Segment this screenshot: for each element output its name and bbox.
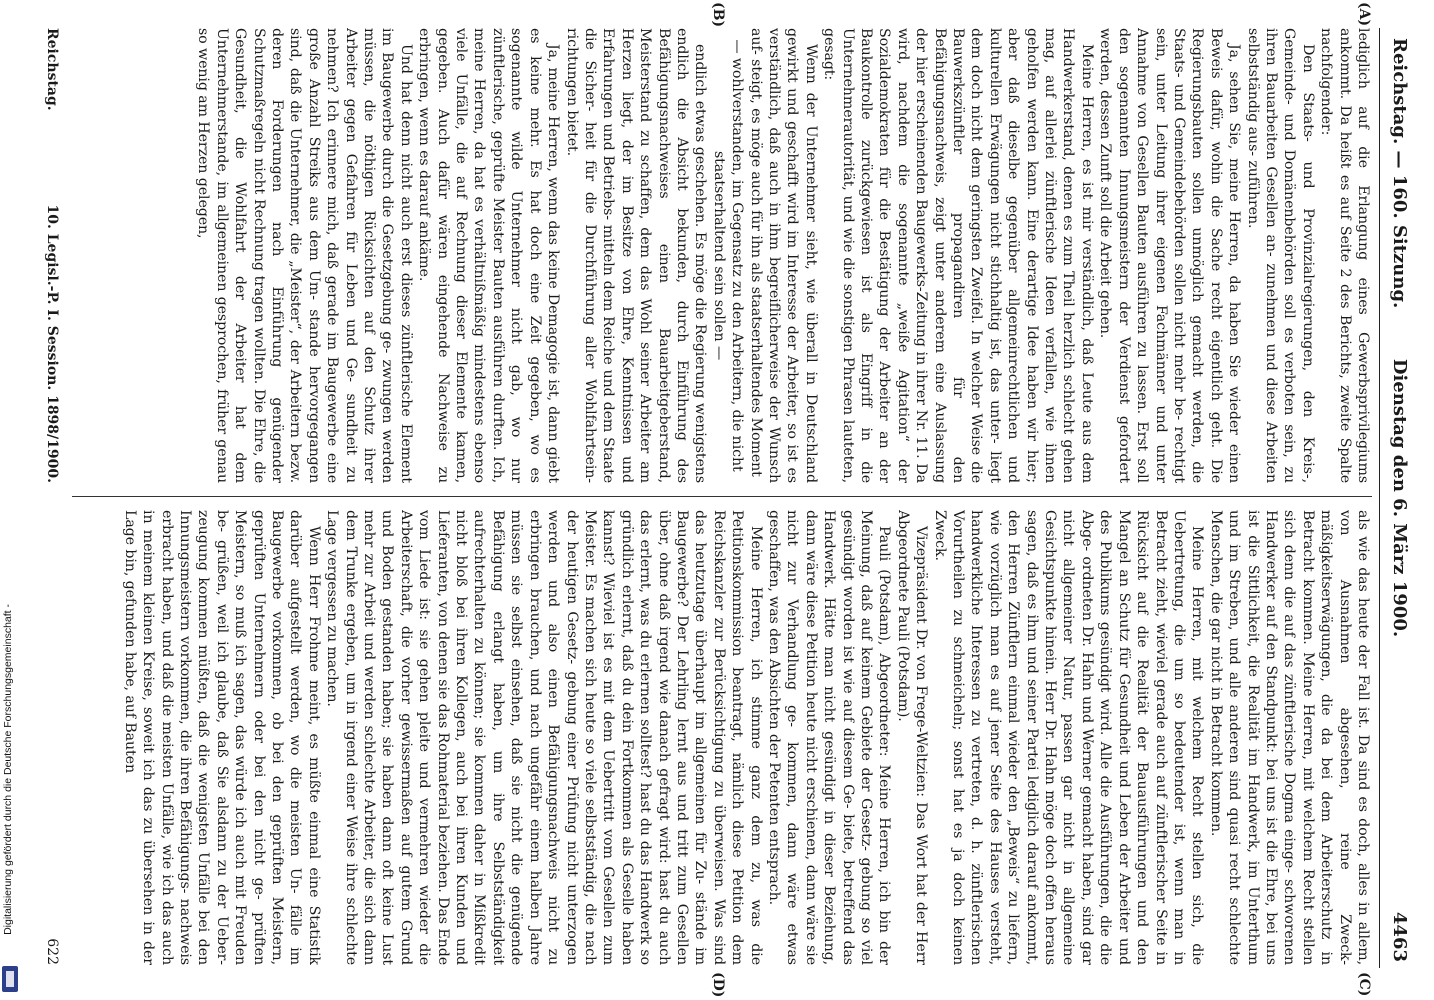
- paragraph: Meine Herren, mit welchem Recht stellen sich, die Uebertretung, die um so bedeutender ist, wenn man in Betracht zieht, wieviel gerade auch auf zünftlerischer Seite in Rücksicht auf die Realität der Bauausführungen und den Mangel an Schutz für Gesundheit und Leben der Arbeiter und des Publikums gesündigt wird. Alle die Ausführungen, die die Abge- ordneten Dr. Hahn und Werner gemacht haben, sind gar nicht allgemeiner Natur, passen gar nicht in allgemeine Gesichtspunkte hinein. Herr Dr. Hahn möge doch offen heraus sagen, daß es ihm und seiner Partei lediglich darauf ankommt, den Herren Zünftlern einmal wieder den „Beweis“ zu liefern, wie vorzüglich man es auf jener Seite des Hauses versteht, handwerkliche Interessen zu vertreten, d. h. zünftlerischen Vorurtheilen zu schmeicheln; sonst hat es ja doch keinen Zweck.: [931, 510, 1206, 965]
- margin-marker-b: (B): [710, 2, 726, 28]
- footer-right: 622: [44, 938, 60, 965]
- footer-session: 10. Legisl.-P. I. Session. 1898/1900.: [44, 204, 60, 483]
- running-header: [1382, 28, 1416, 968]
- paragraph: Ja, meine Herren, wenn das keine Demagogie ist, dann giebt es keine mehr. Es hat doch eine Zeit gegeben, wo es sogenannte wilde Unternehmer nicht gab, wo nur zünftlerische, geprüfte Meister Bauten ausführen durften. Ich, meine Herren, da hat es verhältnißmäßig mindestens ebenso viele Unfälle, die auf Rechnung dieser Elemente kamen, gegeben. Auch dafür wären eingehende Nachweise zu erbringen, wenn es darauf ankäme.: [416, 28, 562, 483]
- right-column: [72, 510, 1372, 965]
- page-content: [36, 2, 1416, 998]
- quote-paragraph: Wenn der Unternehmer sieht, wie überall in Deutschland gewirkt und geschafft wird im Interesse der Arbeiter, so ist es verständlich, daß auch in ihm begreiflicherweise der Wunsch auf- steigt, es möge auch für ihn als staatserhaltendes Moment: [747, 28, 819, 483]
- page-number: 4463: [1389, 911, 1410, 962]
- header-rule: [1379, 28, 1380, 968]
- header-date: Dienstag den 6. März 1900.: [1389, 358, 1410, 638]
- paragraph: Meine Herren, ich stimme ganz dem zu, was die Petitionskommission beantragt, nämlich diese Petition dem Reichskanzler zur Berücksichtigung zu überweisen. Was sind das heutzutage überhaupt im allgemeinen für Zu- stände im Baugewerbe? Der Lehrling lernt aus und tritt zum Gesellen über, ohne daß irgend wie danach gefragt wird: hast du auch das erlernt, was du erlernen solltest? hast du das Handwerk so gründlich erlernt, daß du dein Fortkommen als Geselle haben kannst? Wieviel ist es mit dem Uebertritt vom Gesellen zum Meister. Es machen sich heute so viele selbstständig, die nach der heutigen Gesetz- gebung einer Prüfung nicht unterzogen werden und also einen Befähigungsnachweis nicht zu erbringen brauchen, und nach ungefähr einem halben Jahre müssen sie selbst einsehen, daß sie nicht die genügende Befähigung erlangt haben, um ihre Selbstständigkeit aufrechterhalten zu können; sie kommen daher in Mißkredit nicht bloß bei ihren Kollegen, auch bei ihren Kunden und Lieferanten, von denen sie das Rohmaterial beziehen. Das Ende vom Liede ist: sie gehen pleite und vermehren wieder die Arbeiterschaft, die vorher gewissermaßen auf gutem Grund und Boden gestanden haben; sie haben dann oft keine Lust mehr zur Arbeit und werden schlechte Arbeiter, die sich dann dem Trunke ergeben, um in irgend einer Weise ihre schlechte Lage vergessen zu machen.: [324, 510, 764, 965]
- footer-left: [44, 28, 60, 483]
- quote-paragraph: endlich etwas geschehen. Es möge die Regierung wenigstens endlich die Absicht bekunden, durch Einführung des Befähigungsnachweises einen Bauarbeitgeberstand, Meisterstand zu schaffen, dem das Wohl seiner Arbeiter am Herzen liegt, der im Besitze von Ehre, Kenntnissen und Erfahrungen und Betriebs- mitteln dem Reiche und dem Staate die Sicher- heit für die Durchführung aller Wohlfahrtsein- richtungen bietet.: [563, 28, 709, 483]
- quote-paragraph: Den Staats- und Provinzialregierungen, den Kreis-, Gemeinde- und Domänenbehörden soll es verboten sein, zu ihren Bauarbeiten Gesellen an- zunehmen und diese Arbeiten selbstständig aus- zuführen.: [1244, 28, 1316, 483]
- speaker-paragraph: Pauli (Potsdam), Abgeordneter: Meine Herren, ich bin der Meinung, daß auf keinem Gebiete der Gesetz- gebung so viel gesündigt worden ist wie auf diesem Ge- biete, betreffend das Handwerk. Hätte man nicht gesündigt in dieser Beziehung, dann wäre diese Petition heute nicht erschienen, dann wäre sie nicht zur Verhandlung ge- kommen, dann wäre etwas geschaffen, was den Absichten der Petenten entsprach.: [766, 510, 893, 965]
- paragraph: Ja, sehen Sie, meine Herren, da haben Sie wieder einen Beweis dafür, wohin die Sache recht eigentlich geht. Die Regierungsbauten sollen unmöglich gemacht werden, die Staats- und Gemeindebehörden sollen nicht mehr be- rechtigt sein, unter Leitung ihrer eigenen Fachmänner und unter Annahme von Gesellen Bauten ausführen zu lassen. Erst soll den sogenannten Innungsmeistern der Verdienst gefordert werden, dessen Zunft soll die Arbeit gehen.: [1097, 28, 1243, 483]
- interjection: — wohlverstanden, im Gegensatz zu den Arbeitern, die nicht staatserhaltend sein sollen —: [710, 39, 746, 472]
- dfg-logo-icon: [2, 966, 18, 992]
- left-column: [72, 28, 1372, 483]
- footer-label: Reichstag.: [44, 28, 60, 111]
- speaker-paragraph: Vizepräsident Dr. von Frege-Weltzien: Das Wort hat der Herr Abgeordnete Pauli (Potsdam).: [894, 510, 930, 965]
- margin-marker-d: (D): [710, 972, 726, 998]
- margin-marker-c: (C): [1356, 972, 1372, 997]
- header-left: Reichstag. — 160. Sitzung.: [1389, 38, 1410, 309]
- digitization-credit: [2, 604, 22, 994]
- paragraph: als wie das heute der Fall ist. Da sind es doch, alles in allem, von Ausnahmen abgesehen, reine Zweck- mäßigkeitserwägungen, die da bei dem Arbeiterschutz in Betracht kommen. Meine Herren, mit welchem Recht stellen sich denn die auf das zünftlerische Dogma einge- schworenen Handwerker auf den Standpunkt: bei uns ist die Ehre, bei uns ist die Sittlichkeit, die Realität im Handwerk, im Unterthum und im Streben, und alle anderen sind quasi recht schlechte Menschen, die gar nicht in Betracht kommen.: [1207, 510, 1371, 965]
- margin-marker-a: (A): [1356, 2, 1372, 27]
- column-divider: [72, 496, 1372, 497]
- paragraph: Meine Herren, es ist mir verständlich, daß Leute aus dem Handwerkerstand, denen es zum Theil herzlich schlecht gehen mag, auf allerlei zünftlerische Ideen verfallen, wie ihnen geholfen werden kann. Eine derartige Idee haben wir hier; aber daß dieselbe gegenüber allgemeinrechtlichen und kulturellen Erwägungen nicht stichhaltig ist, das unter- liegt dem doch nicht dem geringsten Zweifel. In welcher Weise die Bauwerkszünftler propagandiren für den Befähigungsnachweis, zeigt unter anderem eine Auslassung der hier erscheinenden Baugewerks-Zeitung in ihrer Nr. 11. Da wird, nachdem die sogenannte „weiße Agitation“ der Sozialdemokraten für die Bestätigung der Arbeiter an der Baukontrolle zurückgewiesen ist als Eingriff in die Unternehmerautorität, und wie die sonstigen Phrasen lauteten, gesagt:: [821, 28, 1095, 483]
- digitization-credit-text: Digitalisierung gefördert durch die Deutsche Forschungsgemeinschaft -: [2, 604, 14, 935]
- paragraph: Und hat denn nicht auch erst dieses zünftlerische Element im Baugewerbe durch die Gesetzgebung ge- zwungen werden müssen, die nöthigen Rücksichten auf den Schutz ihrer Arbeiter gegen Gefahren für Leben und Ge- sundheit zu nehmen? Ich erinnere mich, daß gerade im Baugewerbe eine große Anzahl Streiks aus dem Um- stande hervorgegangen sind, daß die Unternehmer, die „Meister“, der Arbeitern bezw. deren Forderungen nach Einführung genügender Schutzmaßregeln nicht Rechnung tragen wollten. Die Ehre, die Gesundheit, die Wohlfahrt der Arbeiter hat dem Unternehmerstande, im allgemeinen gesprochen, früher genau so wenig am Herzen gelegen,: [195, 28, 414, 483]
- paragraph: Wenn Herr Frohme meint, es müßte einmal eine Statistik darüber aufgestellt werden, wo die meisten Un- fälle im Baugewerbe vorkommen, ob bei den geprüften Meistern, geprüften Unternehmern oder bei den nicht ge- prüften Meistern, so muß ich sagen, das würde ich auch mit Freuden be- grüßen, weil ich glaube, daß Sie alsdann zu der Ueber- zeugung kommen müßten, daß die wenigsten Unfälle bei den Innungsmeistern vorkommen, die ihren Befähigungs- nachweis erbracht haben, und daß die meisten Unfälle, wie ich das auch in meinem kleinen Kreise, soweit ich das zu übersehen in der Lage bin, gefunden habe, auf Bauten: [121, 510, 322, 965]
- paragraph: lediglich auf die Erlangung eines Gewerbsprivilegiums ankommt. Da heißt es auf Seite 2 des Berichts, zweite Spalte nachfolgender:: [1318, 28, 1371, 483]
